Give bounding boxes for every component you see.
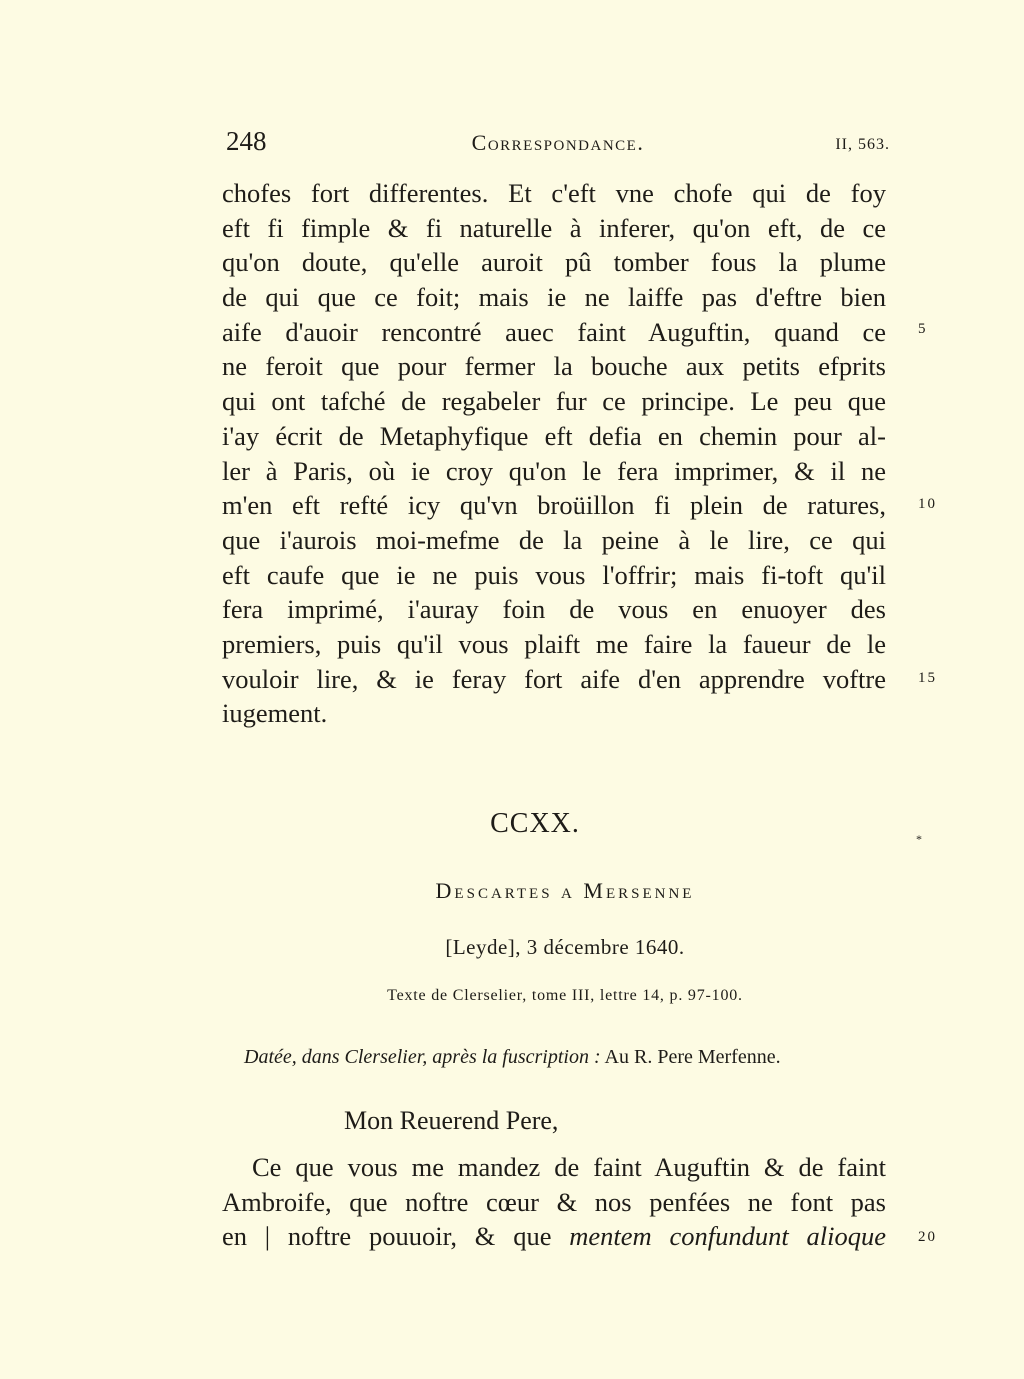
letter-sender: Descartes a Mersenne (435, 878, 695, 903)
text-line: eft fi fimple & fi naturelle à inferer, qu'on eft, de ce (222, 212, 886, 243)
page-number: 248 (226, 126, 267, 156)
line-number-15: 15 (918, 670, 937, 686)
dating-note-italic: Datée, dans Clerselier, après la fuscription : (244, 1046, 601, 1068)
text-line (222, 1219, 886, 1254)
text-line: Ambroife, que noftre cœur & nos penfées ne font pas (222, 1186, 886, 1217)
text-line: aife d'auoir rencontré auec faint Auguftin, quand ce (222, 316, 886, 347)
text-italic: mentem confundunt alioque (569, 1221, 886, 1252)
letter-source: Texte de Clerselier, tome III, lettre 14, p. 97-100. (387, 987, 743, 1004)
salutation: Mon Reuerend Pere, (344, 1106, 559, 1135)
marginal-mark: * (916, 832, 922, 846)
letter-number: CCXX. (490, 808, 580, 839)
text-roman: en | noftre pouuoir, & que (222, 1221, 570, 1252)
dating-note (244, 1046, 781, 1069)
text-line: iugement. (222, 698, 328, 729)
text-line: fera imprimé, i'auray foin de vous en enuoyer des (222, 594, 886, 625)
running-title: Correspondance. (471, 130, 645, 155)
text-line: de qui que ce foit; mais ie ne laiffe pas d'eftre bien (222, 282, 886, 313)
line-number-5: 5 (918, 321, 928, 337)
text-line: qui ont tafché de regabeler fur ce principe. Le peu que (222, 386, 886, 417)
text-line: ler à Paris, où ie croy qu'on le fera imprimer, & il ne (222, 455, 886, 486)
text-line: qu'on doute, qu'elle auroit pû tomber fous la plume (222, 247, 886, 278)
text-line: chofes fort differentes. Et c'eft vne chofe qui de foy (222, 178, 886, 208)
letter-date: [Leyde], 3 décembre 1640. (445, 935, 685, 959)
dating-note-roman: Au R. Pere Merfenne. (600, 1046, 781, 1068)
text-line: i'ay écrit de Metaphyfique eft defia en chemin pour al- (222, 420, 886, 451)
text-line: que i'aurois moi-mefme de la peine à le lire, ce qui (222, 524, 886, 555)
text-line: eft caufe que ie ne puis vous l'offrir; mais fi-toft qu'il (222, 559, 886, 590)
text-line: m'en eft refté icy qu'vn broüillon fi plein de ratures, (222, 490, 886, 521)
text-line: vouloir lire, & ie feray fort aife d'en apprendre voftre (222, 663, 886, 694)
text-line: ne feroit que pour fermer la bouche aux petits efprits (222, 351, 886, 382)
text-line: premiers, puis qu'il vous plaift me faire la faueur de le (222, 628, 886, 659)
line-number-20: 20 (918, 1229, 937, 1245)
body-text (222, 176, 886, 731)
text-line: Ce que vous me mandez de faint Auguftin & de faint (252, 1152, 886, 1182)
line-number-10: 10 (918, 496, 937, 512)
page-header (226, 124, 890, 164)
letter-body (222, 1150, 886, 1254)
edition-reference: II, 563. (835, 136, 890, 153)
